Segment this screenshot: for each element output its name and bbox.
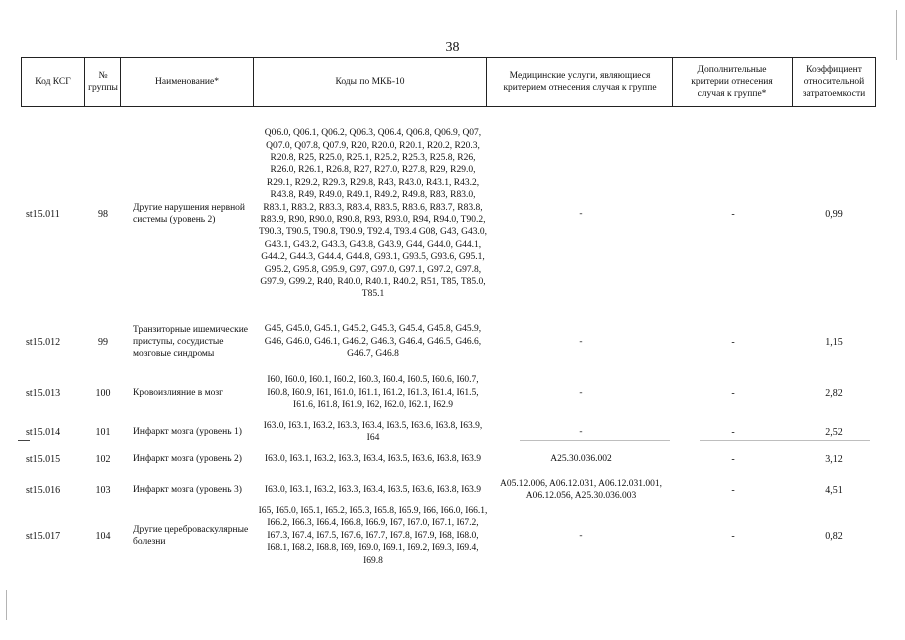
table-row [0,368,905,418]
header-divider [792,57,793,107]
header-ksg-code: Код КСГ [35,77,71,87]
scan-artifact-line [18,440,30,441]
ksg-code: st15.011 [26,208,60,220]
group-name: Транзиторные ишемические приступы, сосудистые мозговые синдромы [133,325,248,359]
extra-criteria: - [731,484,735,496]
group-number: 104 [95,530,111,542]
group-number: 98 [98,208,108,220]
coefficient: 3,12 [825,453,843,465]
medical-services: - [579,337,583,347]
icd-codes: I63.0, I63.1, I63.2, I63.3, I63.4, I63.5, I63.6, I63.8, I63.9, I64 [263,420,483,443]
scan-artifact-line [520,440,670,441]
coefficient: 2,52 [825,426,843,438]
extra-criteria: - [731,453,735,465]
coefficient: 0,99 [825,208,843,220]
coefficient: 4,51 [825,484,843,496]
medical-services: - [579,388,583,398]
table-row [0,418,905,446]
coefficient: 1,15 [825,336,843,348]
header-divider [84,57,85,107]
header-divider [486,57,487,107]
group-number: 102 [95,453,111,465]
group-number: 103 [95,484,111,496]
extra-criteria: - [731,426,735,438]
coefficient: 0,82 [825,530,843,542]
icd-codes: I65, I65.0, I65.1, I65.2, I65.3, I65.8, I65.9, I66, I66.0, I66.1, I66.2, I66.3, I66.4, I66.8, I66.9, I67, I67.0, I67.1, I67.2, I67.3, I67.4, I67.5, I67.6, I67.7, I67.8, I67.9, I68, I68.0, I68.1, I68.2, I68.8, I69, I69.0, I69.1, I69.2, I69.3, I69.4, I69.8 [258,505,488,566]
scan-artifact-line [700,440,870,441]
header-divider [672,57,673,107]
coefficient: 2,82 [825,387,843,399]
group-number: 100 [95,387,111,399]
ksg-code: st15.013 [26,387,61,399]
header-divider [875,57,876,107]
ksg-code: st15.017 [26,530,61,542]
header-extra-criteria: Дополнительные критерии отнесения случая к группе* [691,65,773,99]
extra-criteria: - [731,387,735,399]
group-name: Инфаркт мозга (уровень 1) [133,427,242,437]
medical-services: - [579,209,583,219]
icd-codes: I63.0, I63.1, I63.2, I63.3, I63.4, I63.5, I63.6, I63.8, I63.9 [264,453,482,464]
ksg-code: st15.012 [26,336,61,348]
header-coefficient: Коэффициент относительной затратоемкости [802,65,866,99]
icd-codes: Q06.0, Q06.1, Q06.2, Q06.3, Q06.4, Q06.8, Q06.9, Q07, Q07.0, Q07.8, Q07.9, R20, R20.0, R20.1, R20.2, R20.3, R20.8, R25, R25.0, R25.1, R25.2, R25.3, R25.8, R26, R26.0, R26.1, R26.8, R27, R27.0, R27.8, R29, R29.0, R29.1, R29.2, R29.3, R29.8, R43, R43.0, R43.1, R43.2, R43.8, R49, R49.0, R49.1, R49.2, R49.8, R83, R83.0, R83.1, R83.2, R83.3, R83.4, R83.5, R83.6, R83.7, R83.8, R83.9, R90, R90.0, R90.8, R93, R93.0, R94, R94.0, T90.2, T90.3, T90.5, T90.8, T90.9, T92.4, T93.4 G08, G43, G43.0, G43.1, G43.2, G43.3, G43.8, G43.9, G44, G44.0, G44.1, G44.2, G44.3, G44.4, G44.8, G93.1, G93.5, G93.6, G95.1, G95.2, G95.8, G95.9, G97, G97.0, G97.1, G97.2, G97.8, G97.9, G99.2, R40, R40.0, R40.1, R40.2, R51, T85, T85.0, T85.1 [259,128,487,300]
medical-services: A05.12.006, A06.12.031, A06.12.031.001, A06.12.056, A25.30.036.003 [499,479,663,501]
header-icd-codes: Коды по МКБ-10 [335,77,405,87]
group-name: Инфаркт мозга (уровень 2) [133,454,242,464]
ksg-code: st15.016 [26,484,61,496]
table-row [0,322,905,362]
header-group-number: № группы [88,71,118,93]
extra-criteria: - [731,530,735,542]
scan-edge-mark [6,590,7,620]
header-divider [21,57,22,107]
icd-codes: G45, G45.0, G45.1, G45.2, G45.3, G45.4, G45.8, G45.9, G46, G46.0, G46.1, G46.2, G46.3, G46.4, G46.5, G46.6, G46.7, G46.8 [264,324,482,360]
header-divider [120,57,121,107]
extra-criteria: - [731,208,735,220]
extra-criteria: - [731,336,735,348]
group-name: Другие цереброваскулярные болезни [133,525,249,547]
scan-edge-mark [896,10,897,60]
medical-services: - [579,531,583,541]
page-number: 38 [445,40,460,55]
group-name: Другие нарушения нервной системы (уровень 2) [133,203,246,225]
medical-services: - [579,427,583,437]
group-number: 101 [95,426,111,438]
icd-codes: I60, I60.0, I60.1, I60.2, I60.3, I60.4, I60.5, I60.6, I60.7, I60.8, I60.9, I61, I61.0, I61.1, I61.2, I61.3, I61.4, I61.5, I61.6, I61.8, I61.9, I62, I62.0, I62.1, I62.9 [267,375,479,411]
table-row [0,504,905,568]
header-divider [253,57,254,107]
group-number: 99 [98,336,108,348]
header-name: Наименование* [155,77,219,87]
medical-services: A25.30.036.002 [550,454,612,464]
ksg-code: st15.014 [26,426,61,438]
table-row [0,110,905,318]
icd-codes: I63.0, I63.1, I63.2, I63.3, I63.4, I63.5, I63.6, I63.8, I63.9 [264,484,482,495]
header-medical-services: Медицинские услуги, являющиеся критерием отнесения случая к группе [503,71,657,93]
group-name: Кровоизлияние в мозг [133,388,224,398]
ksg-code: st15.015 [26,453,61,465]
group-name: Инфаркт мозга (уровень 3) [133,485,242,495]
